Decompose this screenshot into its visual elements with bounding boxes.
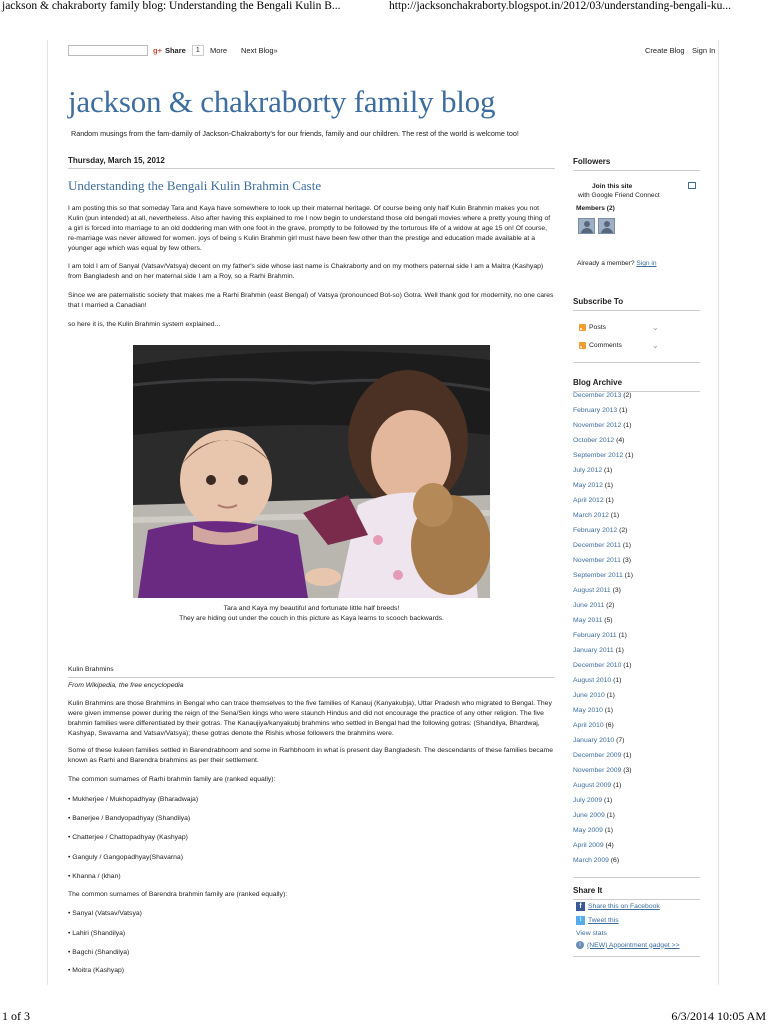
post-paragraph: so here it is, the Kulin Brahmin system explained...: [68, 321, 221, 328]
archive-post-count: (1): [604, 482, 614, 489]
archive-month-link[interactable]: November 2009: [573, 767, 622, 774]
view-stats-link[interactable]: View stats: [576, 930, 607, 937]
barendra-surname-item: • Lahiri (Shandilya): [68, 930, 126, 937]
archive-post-count: (1): [623, 752, 632, 759]
archive-month-link[interactable]: November 2012: [573, 422, 622, 429]
archive-post-count: (3): [622, 557, 632, 564]
wiki-paragraph: The common surnames of Rarhi brahmin family are (ranked equally):: [68, 776, 276, 783]
rarhi-surname-item: • Ganguly / Gangopadhyay(Shavarna): [68, 854, 183, 861]
archive-month-link[interactable]: May 2010: [573, 707, 603, 714]
archive-month-link[interactable]: March 2012: [573, 512, 609, 519]
archive-month-link[interactable]: June 2009: [573, 812, 605, 819]
archive-month-link[interactable]: August 2011: [573, 587, 611, 594]
archive-item: [573, 422, 632, 429]
archive-item: [573, 587, 621, 594]
archive-post-count: (1): [613, 782, 622, 789]
archive-item: [573, 812, 615, 819]
barendra-surname-item: • Moitra (Kashyap): [68, 967, 125, 974]
share-button[interactable]: [153, 45, 204, 56]
print-footer: [0, 1008, 768, 1024]
archive-month-link[interactable]: October 2012: [573, 437, 615, 444]
appointment-gadget-label: (NEW) Appointment gadget >>: [587, 941, 680, 949]
archive-item: [573, 857, 619, 864]
archive-post-count: (2): [623, 392, 632, 399]
share-count: 1: [192, 45, 204, 56]
blog-title[interactable]: jackson & chakraborty family blog: [68, 84, 496, 119]
archive-month-link[interactable]: March 2009: [573, 857, 609, 864]
archive-post-count: (1): [610, 512, 620, 519]
members-label: Members (2): [576, 205, 615, 212]
archive-post-count: (3): [623, 767, 632, 774]
photo-caption-line2: They are hiding out under the couch in this picture as Kaya learns to scooch backwards.: [179, 615, 444, 622]
archive-month-link[interactable]: February 2012: [573, 527, 618, 534]
archive-post-count: (1): [604, 707, 614, 714]
archive-post-count: (4): [605, 842, 614, 849]
twitter-icon: t: [576, 916, 585, 925]
rarhi-surname-item: • Banerjee / Bandyopadhyay (Shandilya): [68, 815, 191, 822]
next-blog-link[interactable]: Next Blog»: [241, 46, 278, 55]
archive-item: [573, 632, 627, 639]
archive-month-link[interactable]: December 2011: [573, 542, 621, 549]
archive-month-link[interactable]: June 2011: [573, 602, 605, 609]
archive-item: [573, 392, 632, 399]
archive-post-count: (1): [623, 662, 632, 669]
blog-description: Random musings from the fam-damily of Jackson-Chakraborty's for our friends, family and our children. The rest of the world is welcome too!: [71, 129, 519, 138]
archive-item: [573, 437, 624, 444]
rarhi-surname-item: • Mukherjee / Mukhopadhyay (Bharadwaja): [68, 796, 199, 803]
archive-post-count: (7): [616, 737, 625, 744]
archive-item: [573, 497, 614, 504]
archive-item: [573, 467, 612, 474]
subscribe-comments-dropdown[interactable]: [579, 339, 659, 352]
tweet-this-label: Tweet this: [588, 917, 619, 924]
archive-post-count: (2): [619, 527, 628, 534]
subscribe-comments-label: Comments: [589, 342, 622, 349]
chevron-down-icon: ⌄: [652, 341, 659, 350]
post-photo[interactable]: [133, 345, 490, 598]
print-page-url: http://jacksonchakraborty.blogspot.in/2012/03/understanding-bengali-ku...: [389, 0, 731, 12]
archive-post-count: (5): [604, 617, 613, 624]
rss-feed-icon: [579, 342, 586, 349]
tweet-this-link[interactable]: [576, 916, 619, 925]
wiki-paragraph: Kulin Brahmins are those Brahmins in Bengal who can trace themselves to the five families of Kanauj (Kanyakubja), Uttar Pradesh who migrated to Bengal. They were given immense power during the reign of the Sena/Sen kings who were staunch Hindus and did not encourage the practice of any other religion. The five brahmin families were differentiated by their gotras. The Kanaujiya/kanyakubj brahmins who settled in Bengal had the following gotras: (Shandilya, Bhardwaj, Kashyap, Swavarna and Vatsav/Vatsya); these gotras denote the Rishis whose followers the brahmins were.: [68, 700, 552, 737]
subscribe-posts-label: Posts: [589, 324, 606, 331]
archive-post-count: (6): [610, 857, 620, 864]
archive-post-count: (1): [625, 452, 634, 459]
archive-item: [573, 677, 621, 684]
photo-caption-line1: Tara and Kaya my beautiful and fortunate little half breeds!: [223, 605, 400, 612]
archive-item: [573, 707, 613, 714]
blog-archive-heading: Blog Archive: [573, 378, 700, 392]
more-link[interactable]: More: [210, 46, 228, 55]
google-plus-icon: g+: [153, 46, 162, 55]
archive-item: [573, 827, 613, 834]
archive-post-count: (1): [606, 692, 615, 699]
print-datetime: 6/3/2014 10:05 AM: [671, 1009, 766, 1023]
children-under-couch-photo: [133, 345, 490, 598]
archive-post-count: (1): [615, 647, 624, 654]
share-it-heading: Share It: [573, 886, 700, 900]
google-friend-connect-icon[interactable]: [688, 182, 696, 189]
archive-item: [573, 647, 624, 654]
archive-post-count: (1): [604, 467, 613, 474]
archive-post-count: (1): [606, 812, 615, 819]
wiki-paragraph: Some of these kuleen families settled in Barendrabhoom and some in Rarhbhoom in what is present day Bangladesh. The descendants of these families became known as Rarhi and Barendra brahmins as per their settlement.: [68, 747, 554, 764]
navbar-search-input[interactable]: [68, 45, 148, 56]
facebook-icon: f: [576, 902, 585, 911]
blogger-navbar: [68, 44, 716, 58]
archive-post-count: (1): [619, 407, 628, 414]
archive-item: [573, 407, 627, 414]
member-avatar[interactable]: [598, 218, 615, 234]
chevron-down-icon: ⌄: [652, 323, 659, 332]
barendra-intro: The common surnames of Barendra brahmin family are (ranked equally):: [68, 891, 288, 898]
archive-post-count: (1): [604, 797, 613, 804]
archive-month-link[interactable]: May 2012: [573, 482, 603, 489]
archive-item: [573, 542, 631, 549]
archive-month-link[interactable]: November 2011: [573, 557, 621, 564]
sidebar-divider: [573, 956, 700, 957]
join-site-link[interactable]: Join this site: [592, 183, 633, 190]
post-paragraph: I am posting this so that someday Tara and Kaya have somewhere to look up their maternal heritage. Of course being only half Kulin Brahmin makes you not Kulin (pun intended) at all, nevertheless. Also after having this explained to me I now begin to understand those old bengali movies where a pretty young thing of a girl is forced into marriage to an old doddering man with one foot in the grave, promptly to be followed by the torturous life of a widow at age 15 on! Of course, re-marriage was never allowed for women. joys of being s Kulin Brahmin girl must have been few other than the prestige and education made available at a younger age which was equal by few others.: [68, 205, 551, 252]
share-label: Share: [164, 46, 186, 55]
archive-month-link[interactable]: December 2013: [573, 392, 622, 399]
appointment-gadget-link[interactable]: [576, 941, 680, 949]
archive-month-link[interactable]: July 2009: [573, 797, 603, 804]
archive-month-link[interactable]: December 2010: [573, 662, 622, 669]
archive-item: [573, 452, 633, 459]
archive-item: [573, 737, 624, 744]
archive-month-link[interactable]: August 2010: [573, 677, 612, 684]
archive-month-link[interactable]: April 2009: [573, 842, 604, 849]
google-friend-connect-text[interactable]: with Google Friend Connect: [578, 192, 660, 199]
archive-month-link[interactable]: May 2011: [573, 617, 603, 624]
archive-month-link[interactable]: September 2012: [573, 452, 624, 459]
archive-month-link[interactable]: December 2009: [573, 752, 622, 759]
archive-item: [573, 692, 615, 699]
followers-sign-in-link[interactable]: Sign in: [636, 260, 657, 267]
rss-feed-icon: [579, 324, 586, 331]
archive-post-count: (1): [623, 422, 632, 429]
share-facebook-link[interactable]: [576, 902, 660, 911]
archive-month-link[interactable]: February 2011: [573, 632, 617, 639]
archive-item: [573, 842, 614, 849]
already-member-text: [577, 260, 657, 267]
sign-in-link[interactable]: Sign In: [692, 46, 716, 55]
archive-month-link[interactable]: January 2011: [573, 647, 614, 654]
archive-post-count: (1): [624, 572, 633, 579]
archive-item: [573, 572, 633, 579]
wiki-source: From Wikipedia, the free encyclopedia: [68, 682, 184, 689]
archive-item: [573, 557, 631, 564]
archive-item: [573, 512, 619, 519]
archive-item: [573, 797, 612, 804]
archive-item: [573, 752, 632, 759]
archive-item: [573, 482, 613, 489]
rarhi-surname-item: • Khanna / (khan): [68, 873, 121, 880]
post-paragraph: I am told I am of Sanyal (Vatsav/Vatsya) decent on my father's side whose last name is Chakraborty and on my mothers paternal side I am a Maitra (Kashyap) from Bangladesh and on her maternal side I am a Roy, so a Rarhi Brahmin.: [68, 263, 544, 280]
archive-post-count: (6): [605, 722, 614, 729]
archive-post-count: (2): [606, 602, 615, 609]
archive-month-link[interactable]: April 2010: [573, 722, 604, 729]
archive-month-link[interactable]: April 2012: [573, 497, 604, 504]
archive-post-count: (1): [604, 827, 614, 834]
archive-post-count: (4): [616, 437, 625, 444]
print-header: [0, 0, 768, 14]
create-blog-link[interactable]: Create Blog: [645, 46, 685, 55]
sidebar-divider: [573, 362, 700, 363]
archive-item: [573, 527, 627, 534]
archive-month-link[interactable]: January 2010: [573, 737, 615, 744]
barendra-surname-item: • Bagchi (Shandilya): [68, 949, 130, 956]
followers-heading: Followers: [573, 157, 700, 171]
archive-post-count: (1): [613, 677, 622, 684]
archive-item: [573, 662, 632, 669]
archive-item: [573, 782, 621, 789]
post-date: Thursday, March 15, 2012: [68, 156, 555, 169]
already-member-label: Already a member?: [577, 260, 635, 267]
section-divider: [68, 677, 555, 678]
archive-month-link[interactable]: July 2012: [573, 467, 603, 474]
archive-month-link[interactable]: September 2011: [573, 572, 623, 579]
archive-item: [573, 767, 632, 774]
archive-post-count: (1): [605, 497, 614, 504]
barendra-surname-item: • Sanyal (Vatsav/Vatsya): [68, 910, 142, 917]
sidebar-divider: [573, 877, 700, 878]
archive-post-count: (1): [622, 542, 632, 549]
archive-month-link[interactable]: February 2013: [573, 407, 618, 414]
subscribe-heading: Subscribe To: [573, 297, 700, 311]
print-page-number: 1 of 3: [2, 1009, 30, 1023]
post-title[interactable]: Understanding the Bengali Kulin Brahmin Caste: [68, 178, 322, 193]
post-paragraph: Since we are paternalistic society that makes me a Rarhi Brahmin (east Bengal) of Vatsya (pronounced Bot-so) Gotra. Well thank god for modernity, no one cares that I married a Canadian!: [68, 292, 554, 309]
archive-post-count: (3): [612, 587, 621, 594]
share-facebook-label: Share this on Facebook: [588, 903, 660, 910]
archive-item: [573, 617, 613, 624]
print-page-title: jackson & chakraborty family blog: Understanding the Bengali Kulin B...: [2, 0, 341, 12]
member-avatar[interactable]: [578, 218, 595, 234]
archive-month-link[interactable]: June 2010: [573, 692, 605, 699]
subscribe-posts-dropdown[interactable]: [579, 321, 659, 334]
archive-month-link[interactable]: May 2009: [573, 827, 603, 834]
archive-item: [573, 602, 614, 609]
archive-post-count: (1): [618, 632, 627, 639]
wiki-section-title: Kulin Brahmins: [68, 666, 114, 673]
archive-item: [573, 722, 614, 729]
archive-month-link[interactable]: August 2009: [573, 782, 612, 789]
rarhi-surname-item: • Chatterjee / Chattopadhyay (Kashyap): [68, 834, 188, 841]
info-icon: i: [576, 941, 584, 949]
